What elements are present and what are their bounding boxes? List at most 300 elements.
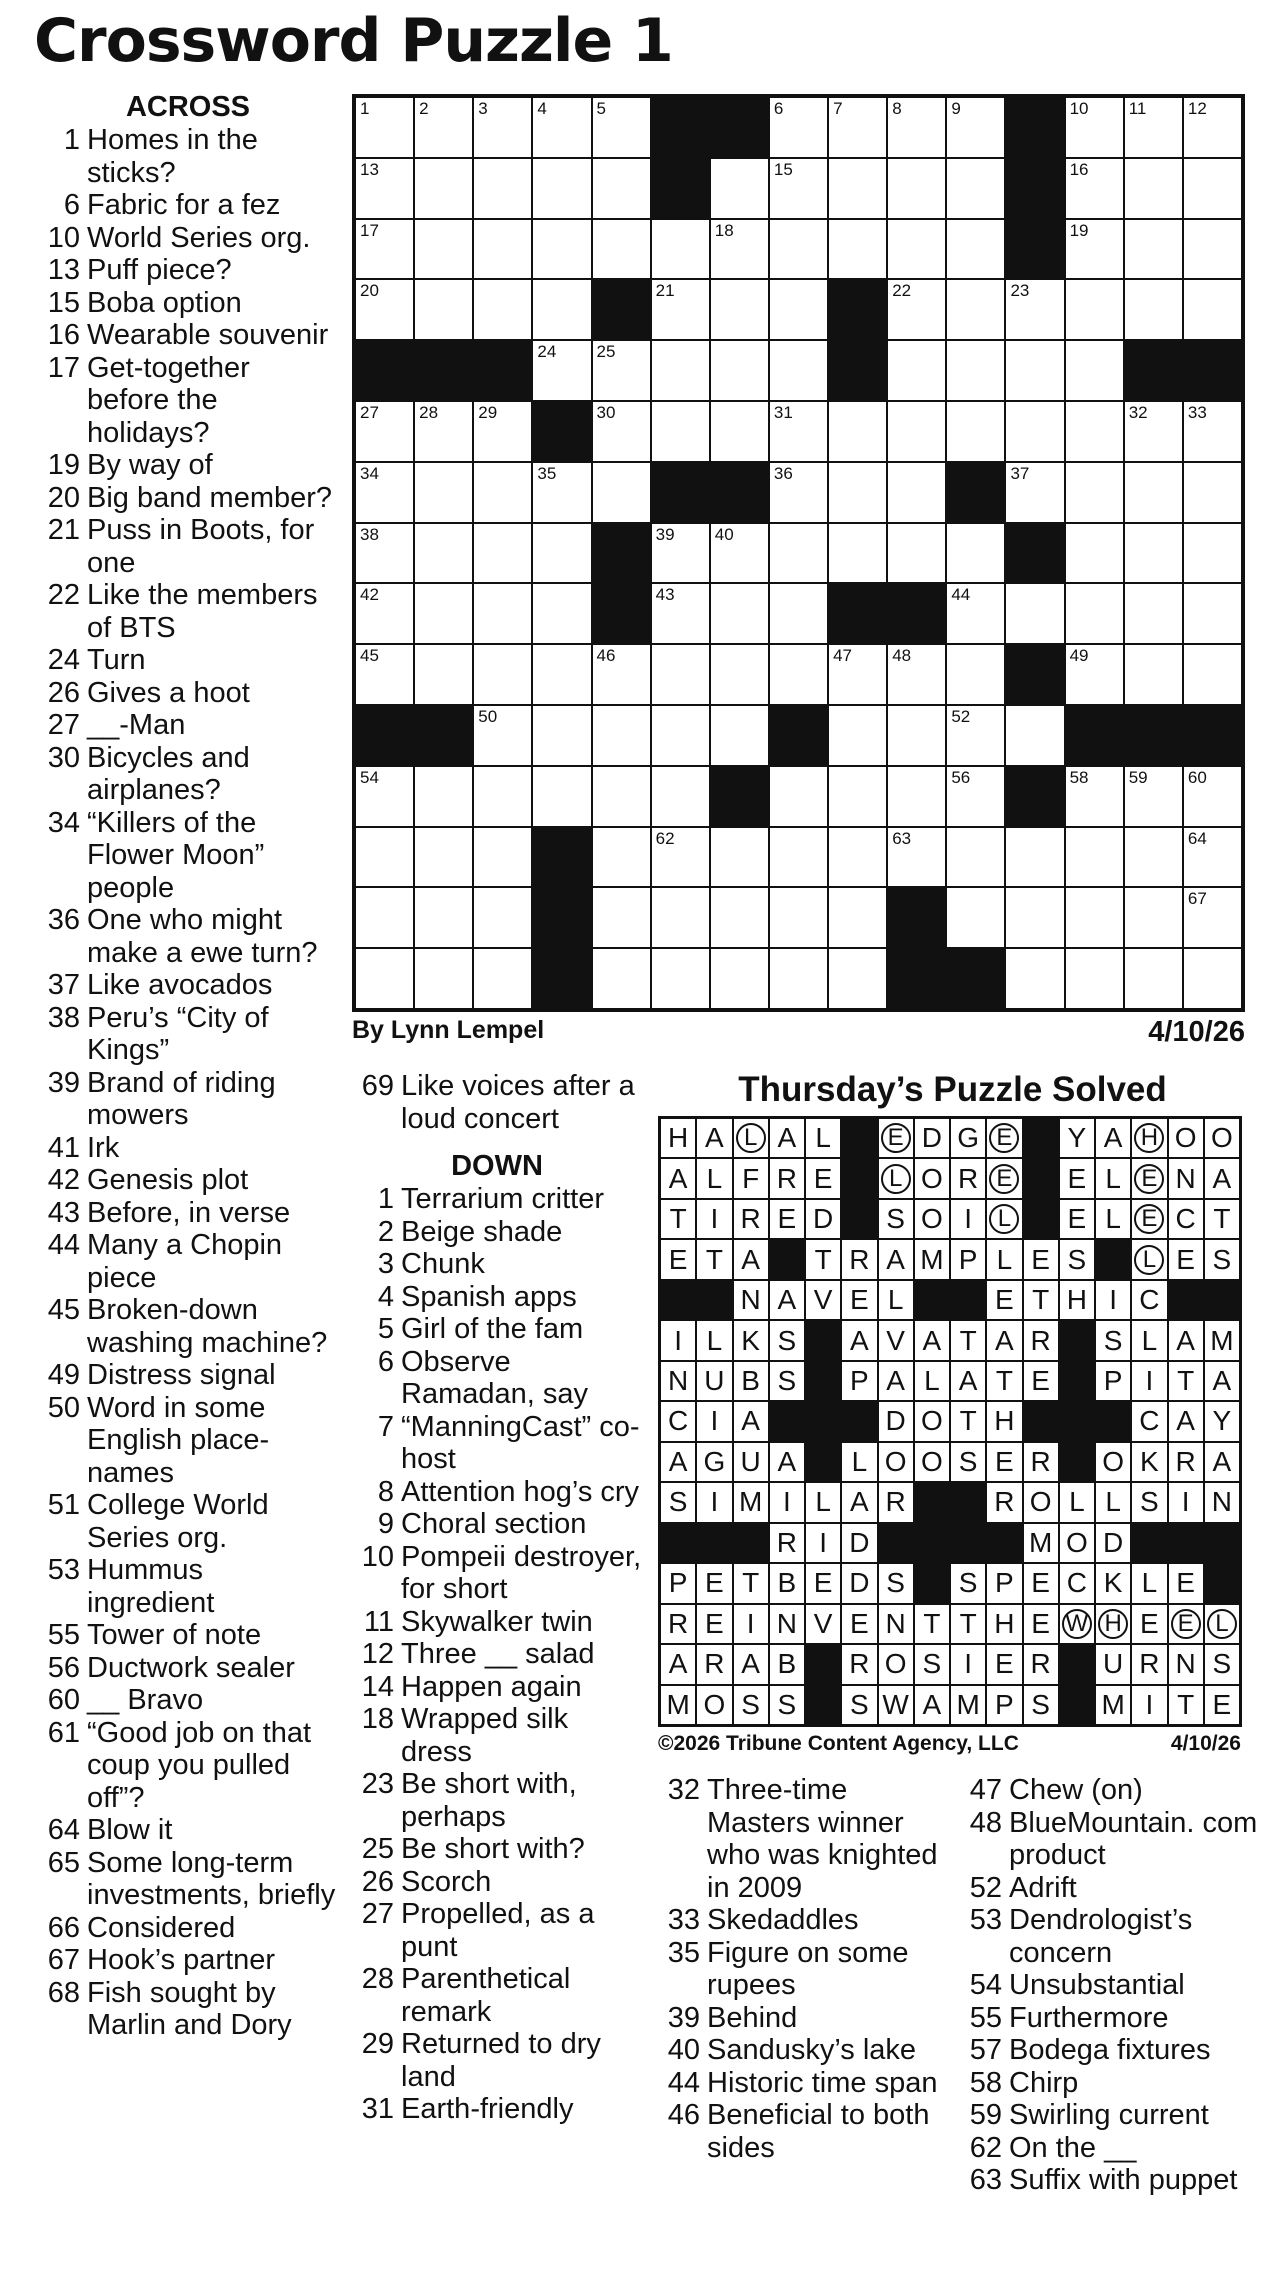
grid-cell[interactable]	[711, 584, 768, 643]
clue[interactable]	[38, 644, 338, 677]
grid-cell[interactable]	[356, 159, 413, 218]
grid-cell[interactable]	[1184, 524, 1241, 583]
grid-cell[interactable]	[652, 645, 709, 704]
grid-cell[interactable]	[356, 828, 413, 887]
grid-cell[interactable]	[947, 280, 1004, 339]
grid-cell[interactable]	[770, 341, 827, 400]
clue[interactable]	[38, 677, 338, 710]
grid-cell[interactable]	[533, 98, 590, 157]
grid-cell[interactable]	[1066, 341, 1123, 400]
grid-cell[interactable]	[1066, 828, 1123, 887]
grid-cell[interactable]	[770, 98, 827, 157]
grid-cell[interactable]	[1184, 888, 1241, 947]
grid-cell[interactable]	[1006, 341, 1063, 400]
grid-cell[interactable]	[947, 98, 1004, 157]
grid-cell[interactable]	[829, 463, 886, 522]
grid-cell[interactable]	[356, 524, 413, 583]
grid-cell[interactable]	[947, 524, 1004, 583]
grid-cell[interactable]	[356, 280, 413, 339]
grid-cell[interactable]	[947, 159, 1004, 218]
clue[interactable]	[352, 1411, 642, 1476]
grid-cell[interactable]	[947, 706, 1004, 765]
black-square	[1125, 341, 1182, 400]
grid-cell[interactable]	[1125, 524, 1182, 583]
grid-cell[interactable]	[711, 402, 768, 461]
clue[interactable]	[352, 1768, 642, 1833]
grid-cell[interactable]	[947, 341, 1004, 400]
grid-cell[interactable]	[415, 402, 472, 461]
clue[interactable]	[960, 1872, 1260, 1905]
clue[interactable]	[960, 1774, 1260, 1807]
clue[interactable]	[38, 1359, 338, 1392]
grid-cell[interactable]	[415, 463, 472, 522]
grid-cell[interactable]	[711, 828, 768, 887]
clue-text: Big band member?	[87, 481, 333, 514]
grid-cell[interactable]	[593, 463, 650, 522]
grid-cell[interactable]	[829, 524, 886, 583]
grid-cell[interactable]	[415, 220, 472, 279]
grid-cell[interactable]	[415, 159, 472, 218]
grid-cell[interactable]	[415, 645, 472, 704]
grid-cell[interactable]	[1066, 767, 1123, 826]
clue[interactable]	[352, 1671, 642, 1704]
grid-cell[interactable]	[474, 949, 531, 1008]
grid-cell[interactable]	[474, 645, 531, 704]
grid-cell[interactable]	[474, 524, 531, 583]
clue[interactable]	[38, 1619, 338, 1652]
clue[interactable]	[352, 1833, 642, 1866]
grid-cell[interactable]	[1066, 888, 1123, 947]
grid-cell[interactable]	[1006, 888, 1063, 947]
grid-cell[interactable]	[356, 645, 413, 704]
grid-cell[interactable]	[356, 767, 413, 826]
grid-cell[interactable]	[356, 888, 413, 947]
grid-cell[interactable]	[593, 706, 650, 765]
grid-cell[interactable]	[652, 949, 709, 1008]
clue[interactable]	[352, 1866, 642, 1899]
grid-cell[interactable]	[770, 949, 827, 1008]
grid-cell[interactable]	[1066, 584, 1123, 643]
solution-cell	[879, 1645, 913, 1683]
grid-cell[interactable]	[593, 828, 650, 887]
grid-cell[interactable]	[474, 706, 531, 765]
grid-cell[interactable]	[888, 463, 945, 522]
clue[interactable]	[960, 2067, 1260, 2100]
grid-cell[interactable]	[1125, 98, 1182, 157]
grid-cell[interactable]	[1006, 280, 1063, 339]
grid-cell[interactable]	[888, 220, 945, 279]
grid-cell[interactable]	[1125, 767, 1182, 826]
grid-cell[interactable]	[652, 220, 709, 279]
clue[interactable]	[352, 1606, 642, 1639]
grid-cell[interactable]	[415, 949, 472, 1008]
grid-cell[interactable]	[947, 402, 1004, 461]
grid-cell[interactable]	[1125, 584, 1182, 643]
clue[interactable]	[658, 2067, 958, 2100]
clue[interactable]	[38, 1652, 338, 1685]
grid-cell[interactable]	[888, 645, 945, 704]
grid-cell[interactable]	[652, 584, 709, 643]
grid-cell[interactable]	[1125, 949, 1182, 1008]
solution-cell	[1169, 1443, 1203, 1481]
grid-cell[interactable]	[1184, 402, 1241, 461]
grid-cell[interactable]	[474, 584, 531, 643]
clue-number: 13	[47, 254, 80, 286]
grid-cell[interactable]	[770, 645, 827, 704]
grid-cell[interactable]	[1125, 220, 1182, 279]
solution-cell	[915, 1119, 949, 1157]
clue[interactable]	[38, 1912, 338, 1945]
grid-cell[interactable]	[770, 767, 827, 826]
grid-cell[interactable]	[711, 220, 768, 279]
clue-number: 25	[361, 1833, 394, 1865]
grid-cell[interactable]	[415, 584, 472, 643]
grid-cell[interactable]	[1125, 645, 1182, 704]
grid-cell[interactable]	[770, 888, 827, 947]
clue-text: Considered	[87, 1911, 236, 1944]
grid-cell[interactable]	[533, 280, 590, 339]
clue-text: Three __ salad	[401, 1638, 595, 1670]
grid-cell[interactable]	[593, 888, 650, 947]
grid-cell[interactable]	[711, 341, 768, 400]
grid-cell[interactable]	[829, 706, 886, 765]
grid-cell[interactable]	[356, 220, 413, 279]
grid-cell[interactable]	[711, 706, 768, 765]
grid-cell[interactable]	[947, 645, 1004, 704]
grid-cell[interactable]	[356, 949, 413, 1008]
grid-cell[interactable]	[1125, 828, 1182, 887]
solution-letter: T	[923, 1607, 941, 1639]
grid-cell[interactable]	[474, 98, 531, 157]
clue[interactable]	[960, 1807, 1260, 1872]
grid-cell[interactable]	[1184, 767, 1241, 826]
grid-cell[interactable]	[1184, 98, 1241, 157]
clue[interactable]	[352, 1508, 642, 1541]
clue[interactable]	[38, 124, 338, 189]
clue[interactable]	[960, 1969, 1260, 2002]
grid-cell[interactable]	[474, 402, 531, 461]
grid-cell[interactable]	[829, 828, 886, 887]
grid-cell[interactable]	[474, 828, 531, 887]
grid-cell[interactable]	[1184, 159, 1241, 218]
grid-cell[interactable]	[533, 767, 590, 826]
grid-cell[interactable]	[593, 341, 650, 400]
clue[interactable]	[38, 904, 338, 969]
clue[interactable]	[38, 1814, 338, 1847]
grid-cell[interactable]	[829, 949, 886, 1008]
clue-number: 1	[360, 99, 370, 118]
grid-cell[interactable]	[770, 220, 827, 279]
clue[interactable]	[38, 1554, 338, 1619]
grid-cell[interactable]	[652, 280, 709, 339]
grid-cell[interactable]	[888, 706, 945, 765]
solution-letter: R	[1139, 1648, 1160, 1680]
clue[interactable]	[38, 1847, 338, 1912]
solution-cell	[951, 1200, 985, 1238]
solution-cell	[697, 1362, 731, 1400]
grid-cell[interactable]	[533, 584, 590, 643]
clue[interactable]	[352, 2093, 642, 2126]
grid-cell[interactable]	[533, 159, 590, 218]
clue[interactable]	[38, 742, 338, 807]
grid-cell[interactable]	[474, 888, 531, 947]
grid-cell[interactable]	[533, 463, 590, 522]
clue[interactable]	[960, 2164, 1260, 2197]
solution-cell	[987, 1321, 1021, 1359]
grid-cell[interactable]	[1066, 402, 1123, 461]
clue[interactable]	[38, 807, 338, 905]
clue[interactable]	[352, 1070, 642, 1135]
grid-cell[interactable]	[770, 524, 827, 583]
grid-cell[interactable]	[888, 524, 945, 583]
grid-cell[interactable]	[1066, 524, 1123, 583]
grid-cell[interactable]	[1066, 463, 1123, 522]
clue[interactable]	[38, 1164, 338, 1197]
grid-cell[interactable]	[1125, 888, 1182, 947]
solution-black-square	[1060, 1362, 1094, 1400]
grid-cell[interactable]	[1006, 706, 1063, 765]
grid-cell[interactable]	[1184, 645, 1241, 704]
clue[interactable]	[38, 969, 338, 1002]
grid-cell[interactable]	[888, 828, 945, 887]
clue[interactable]	[38, 1717, 338, 1815]
clue[interactable]	[38, 222, 338, 255]
grid-cell[interactable]	[888, 402, 945, 461]
grid-cell[interactable]	[356, 98, 413, 157]
grid-cell[interactable]	[1184, 828, 1241, 887]
grid-cell[interactable]	[711, 280, 768, 339]
grid-cell[interactable]	[888, 98, 945, 157]
grid-cell[interactable]	[947, 828, 1004, 887]
grid-cell[interactable]	[652, 341, 709, 400]
clue[interactable]	[960, 2002, 1260, 2035]
clue[interactable]	[960, 1904, 1260, 1969]
solution-cell	[987, 1686, 1021, 1724]
grid-cell[interactable]	[1006, 949, 1063, 1008]
grid-cell[interactable]	[415, 98, 472, 157]
grid-cell[interactable]	[888, 159, 945, 218]
clue-text: Swirling current	[1009, 2099, 1209, 2131]
clue[interactable]	[352, 1183, 642, 1216]
grid-cell[interactable]	[652, 888, 709, 947]
grid-cell[interactable]	[829, 159, 886, 218]
clue[interactable]	[38, 1002, 338, 1067]
grid-cell[interactable]	[711, 949, 768, 1008]
solution-cell	[770, 1159, 804, 1197]
clue[interactable]	[352, 1476, 642, 1509]
grid-cell[interactable]	[1125, 280, 1182, 339]
grid-cell[interactable]	[652, 828, 709, 887]
grid-cell[interactable]	[829, 888, 886, 947]
clue[interactable]	[960, 2034, 1260, 2067]
grid-cell[interactable]	[356, 402, 413, 461]
clue[interactable]	[38, 1229, 338, 1294]
clue[interactable]	[38, 1944, 338, 1977]
grid-cell[interactable]	[652, 767, 709, 826]
grid-cell[interactable]	[770, 402, 827, 461]
clue[interactable]	[38, 1197, 338, 1230]
grid-cell[interactable]	[1125, 159, 1182, 218]
clue[interactable]	[38, 1392, 338, 1490]
clue[interactable]	[658, 1904, 958, 1937]
clue[interactable]	[38, 1977, 338, 2042]
clue-number: 49	[47, 1359, 80, 1391]
solution-cell	[661, 1402, 695, 1440]
clue-number: 65	[47, 1846, 80, 1879]
grid-cell[interactable]	[593, 949, 650, 1008]
grid-cell[interactable]	[711, 645, 768, 704]
grid-cell[interactable]	[652, 706, 709, 765]
grid-cell[interactable]	[474, 463, 531, 522]
grid-cell[interactable]	[533, 341, 590, 400]
clue[interactable]	[658, 1774, 958, 1904]
grid-cell[interactable]	[829, 220, 886, 279]
clue[interactable]	[38, 1684, 338, 1717]
grid-cell[interactable]	[1184, 463, 1241, 522]
grid-cell[interactable]	[1006, 584, 1063, 643]
grid-cell[interactable]	[593, 402, 650, 461]
clue[interactable]	[352, 1638, 642, 1671]
clue[interactable]	[352, 1313, 642, 1346]
grid-cell[interactable]	[533, 645, 590, 704]
grid-cell[interactable]	[947, 767, 1004, 826]
grid-cell[interactable]	[356, 584, 413, 643]
grid-cell[interactable]	[593, 98, 650, 157]
grid-cell[interactable]	[474, 280, 531, 339]
solution-cell	[1205, 1159, 1239, 1197]
grid-cell[interactable]	[1006, 402, 1063, 461]
grid-cell[interactable]	[770, 280, 827, 339]
grid-cell[interactable]	[415, 767, 472, 826]
grid-cell[interactable]	[474, 159, 531, 218]
clue[interactable]	[38, 319, 338, 352]
grid-cell[interactable]	[1066, 280, 1123, 339]
clue[interactable]	[352, 1216, 642, 1249]
solution-letter: S	[886, 1567, 905, 1599]
clue[interactable]	[38, 514, 338, 579]
clue[interactable]	[38, 352, 338, 450]
grid-cell[interactable]	[1066, 645, 1123, 704]
grid-cell[interactable]	[593, 767, 650, 826]
grid-cell[interactable]	[711, 524, 768, 583]
clue[interactable]	[352, 1541, 642, 1606]
clue[interactable]	[38, 579, 338, 644]
grid-cell[interactable]	[947, 584, 1004, 643]
grid-cell[interactable]	[1066, 159, 1123, 218]
clue[interactable]	[658, 2034, 958, 2067]
grid-cell[interactable]	[711, 888, 768, 947]
solution-black-square	[770, 1240, 804, 1278]
grid-cell[interactable]	[652, 402, 709, 461]
clue[interactable]	[960, 2132, 1260, 2165]
clue[interactable]	[38, 1132, 338, 1165]
grid-cell[interactable]	[888, 341, 945, 400]
grid-cell[interactable]	[593, 645, 650, 704]
clue-column-3	[658, 1774, 958, 2164]
clue-number: 63	[892, 828, 912, 848]
grid-cell[interactable]	[1006, 463, 1063, 522]
clue[interactable]	[352, 1346, 642, 1411]
grid-cell[interactable]	[770, 463, 827, 522]
clue[interactable]	[352, 1963, 642, 2028]
grid-cell[interactable]	[888, 767, 945, 826]
grid-cell[interactable]	[711, 159, 768, 218]
grid-cell[interactable]	[829, 402, 886, 461]
clue[interactable]	[658, 1937, 958, 2002]
clue[interactable]	[38, 709, 338, 742]
clue[interactable]	[38, 287, 338, 320]
grid-cell[interactable]	[1006, 828, 1063, 887]
grid-cell[interactable]	[1066, 220, 1123, 279]
clue[interactable]	[38, 1067, 338, 1132]
clue[interactable]	[352, 1248, 642, 1281]
clue[interactable]	[352, 2028, 642, 2093]
clue[interactable]	[352, 1281, 642, 1314]
clue-number: 31	[361, 2093, 394, 2125]
clue[interactable]	[960, 2099, 1260, 2132]
grid-cell[interactable]	[947, 220, 1004, 279]
grid-cell[interactable]	[1125, 463, 1182, 522]
grid-cell[interactable]	[474, 220, 531, 279]
grid-cell[interactable]	[770, 159, 827, 218]
grid-cell[interactable]	[474, 767, 531, 826]
clue[interactable]	[38, 254, 338, 287]
grid-cell[interactable]	[1184, 280, 1241, 339]
grid-cell[interactable]	[533, 220, 590, 279]
grid-cell[interactable]	[533, 524, 590, 583]
clue[interactable]	[38, 449, 338, 482]
grid-cell[interactable]	[415, 828, 472, 887]
solution-letter: L	[1141, 1567, 1158, 1599]
clue[interactable]	[352, 1898, 642, 1963]
solution-letter: S	[777, 1324, 797, 1356]
grid-cell[interactable]	[1066, 949, 1123, 1008]
solution-letter: T	[1177, 1688, 1195, 1720]
grid-cell[interactable]	[415, 280, 472, 339]
grid-cell[interactable]	[593, 159, 650, 218]
clue[interactable]	[38, 1294, 338, 1359]
grid-cell[interactable]	[888, 280, 945, 339]
grid-cell[interactable]	[593, 220, 650, 279]
grid-cell[interactable]	[770, 584, 827, 643]
grid-cell[interactable]	[533, 706, 590, 765]
grid-cell[interactable]	[829, 98, 886, 157]
clue[interactable]	[38, 189, 338, 222]
grid-cell[interactable]	[829, 767, 886, 826]
grid-cell[interactable]	[1184, 584, 1241, 643]
grid-cell[interactable]	[1125, 402, 1182, 461]
clue[interactable]	[658, 2002, 958, 2035]
grid-cell[interactable]	[415, 888, 472, 947]
grid-cell[interactable]	[652, 524, 709, 583]
clue[interactable]	[38, 1489, 338, 1554]
grid-cell[interactable]	[1066, 98, 1123, 157]
grid-cell[interactable]	[947, 888, 1004, 947]
grid-cell[interactable]	[415, 524, 472, 583]
grid-cell[interactable]	[1184, 220, 1241, 279]
clue[interactable]	[352, 1703, 642, 1768]
clue[interactable]	[658, 2099, 958, 2164]
clue[interactable]	[38, 482, 338, 515]
clue-text: College World Series org.	[87, 1489, 269, 1554]
grid-cell[interactable]	[356, 463, 413, 522]
black-square	[474, 341, 531, 400]
grid-cell[interactable]	[1184, 949, 1241, 1008]
clue-number: 54	[360, 767, 379, 787]
solution-cell	[915, 1200, 949, 1238]
grid-cell[interactable]	[770, 828, 827, 887]
grid-cell[interactable]	[829, 645, 886, 704]
